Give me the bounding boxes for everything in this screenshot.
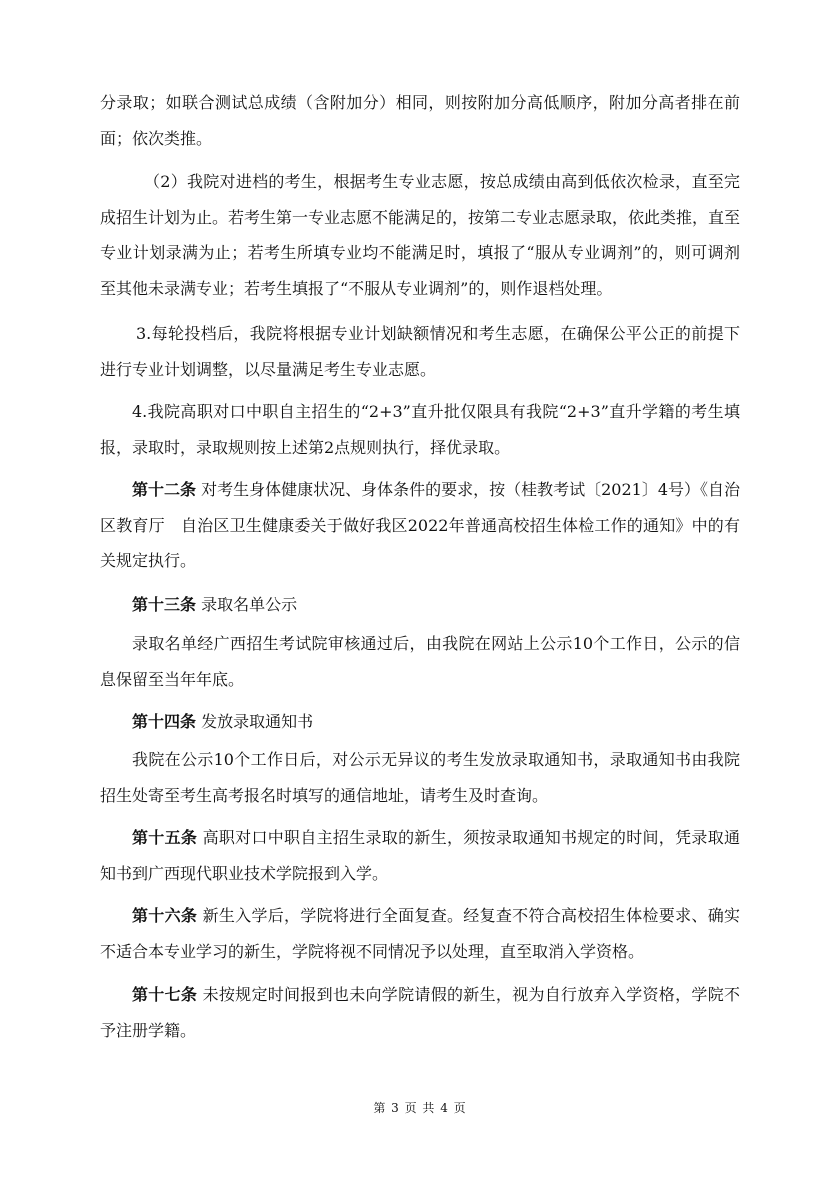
paragraph-admission-rule-2 <box>100 164 740 306</box>
paragraph-text: 3.每轮投档后，我院将根据专业计划缺额情况和考生志愿，在确保公平公正的前提下进行专业计划调整，以尽量满足考生专业志愿。 <box>100 324 740 379</box>
paragraph-continuation <box>100 85 740 156</box>
paragraph-text: 我院在公示10个工作日后，对公示无异议的考生发放录取通知书，录取通知书由我院招生处寄至考生高考报名时填写的通信地址，请考生及时查询。 <box>100 750 740 805</box>
paragraph-notice-mailing <box>100 742 740 813</box>
paragraph-public-notice <box>100 626 740 697</box>
article-heading: 第十二条 <box>132 480 197 499</box>
article-heading: 第十四条 <box>132 712 197 731</box>
article-text: 发放录取通知书 <box>201 712 314 731</box>
article-heading: 第十七条 <box>132 985 198 1004</box>
article-16 <box>100 898 740 969</box>
article-text: 未按规定时间报到也未向学院请假的新生，视为自行放弃入学资格，学院不予注册学籍。 <box>100 985 740 1040</box>
article-14 <box>100 704 740 740</box>
paragraph-text: 4.我院高职对口中职自主招生的“2+3”直升批仅限具有我院“2+3”直升学籍的考生填报，录取时，录取规则按上述第2点规则执行，择优录取。 <box>100 402 740 457</box>
paragraph-admission-rule-4 <box>100 394 740 465</box>
article-text: 新生入学后，学院将进行全面复查。经复查不符合高校招生体检要求、确实不适合本专业学习的新生，学院将视不同情况予以处理，直至取消入学资格。 <box>100 906 740 961</box>
article-text: 录取名单公示 <box>201 595 298 614</box>
article-13 <box>100 587 740 623</box>
article-heading: 第十五条 <box>132 828 198 847</box>
article-12 <box>100 472 740 579</box>
paragraph-admission-rule-3 <box>100 316 740 387</box>
article-text: 对考生身体健康状况、身体条件的要求，按（桂教考试〔2021〕4号）《自治区教育厅 自治区卫生健康委关于做好我区2022年普通高校招生体检工作的通知》中的有关规定执行。 <box>100 480 741 570</box>
paragraph-text: （2）我院对进档的考生，根据考生专业志愿，按总成绩由高到低依次检录，直至完成招生计划为止。若考生第一专业志愿不能满足的，按第二专业志愿录取，依此类推，直至专业计划录满为止；若考生所填专业均不能满足时，填报了“服从专业调剂”的，则可调剂至其他未录满专业；若考生填报了“不服从专业调剂”的，则作退档处理。 <box>100 172 741 298</box>
page-number-footer: 第 3 页 共 4 页 <box>373 1101 467 1115</box>
article-heading: 第十六条 <box>132 906 198 925</box>
paragraph-text: 录取名单经广西招生考试院审核通过后，由我院在网站上公示10个工作日，公示的信息保留至当年年底。 <box>100 634 740 689</box>
article-text: 高职对口中职自主招生录取的新生，须按录取通知书规定的时间，凭录取通知书到广西现代职业技术学院报到入学。 <box>100 828 740 883</box>
paragraph-text: 分录取；如联合测试总成绩（含附加分）相同，则按附加分高低顺序，附加分高者排在前面；依次类推。 <box>100 93 740 148</box>
article-15 <box>100 820 740 891</box>
article-17 <box>100 977 740 1048</box>
article-heading: 第十三条 <box>132 595 197 614</box>
